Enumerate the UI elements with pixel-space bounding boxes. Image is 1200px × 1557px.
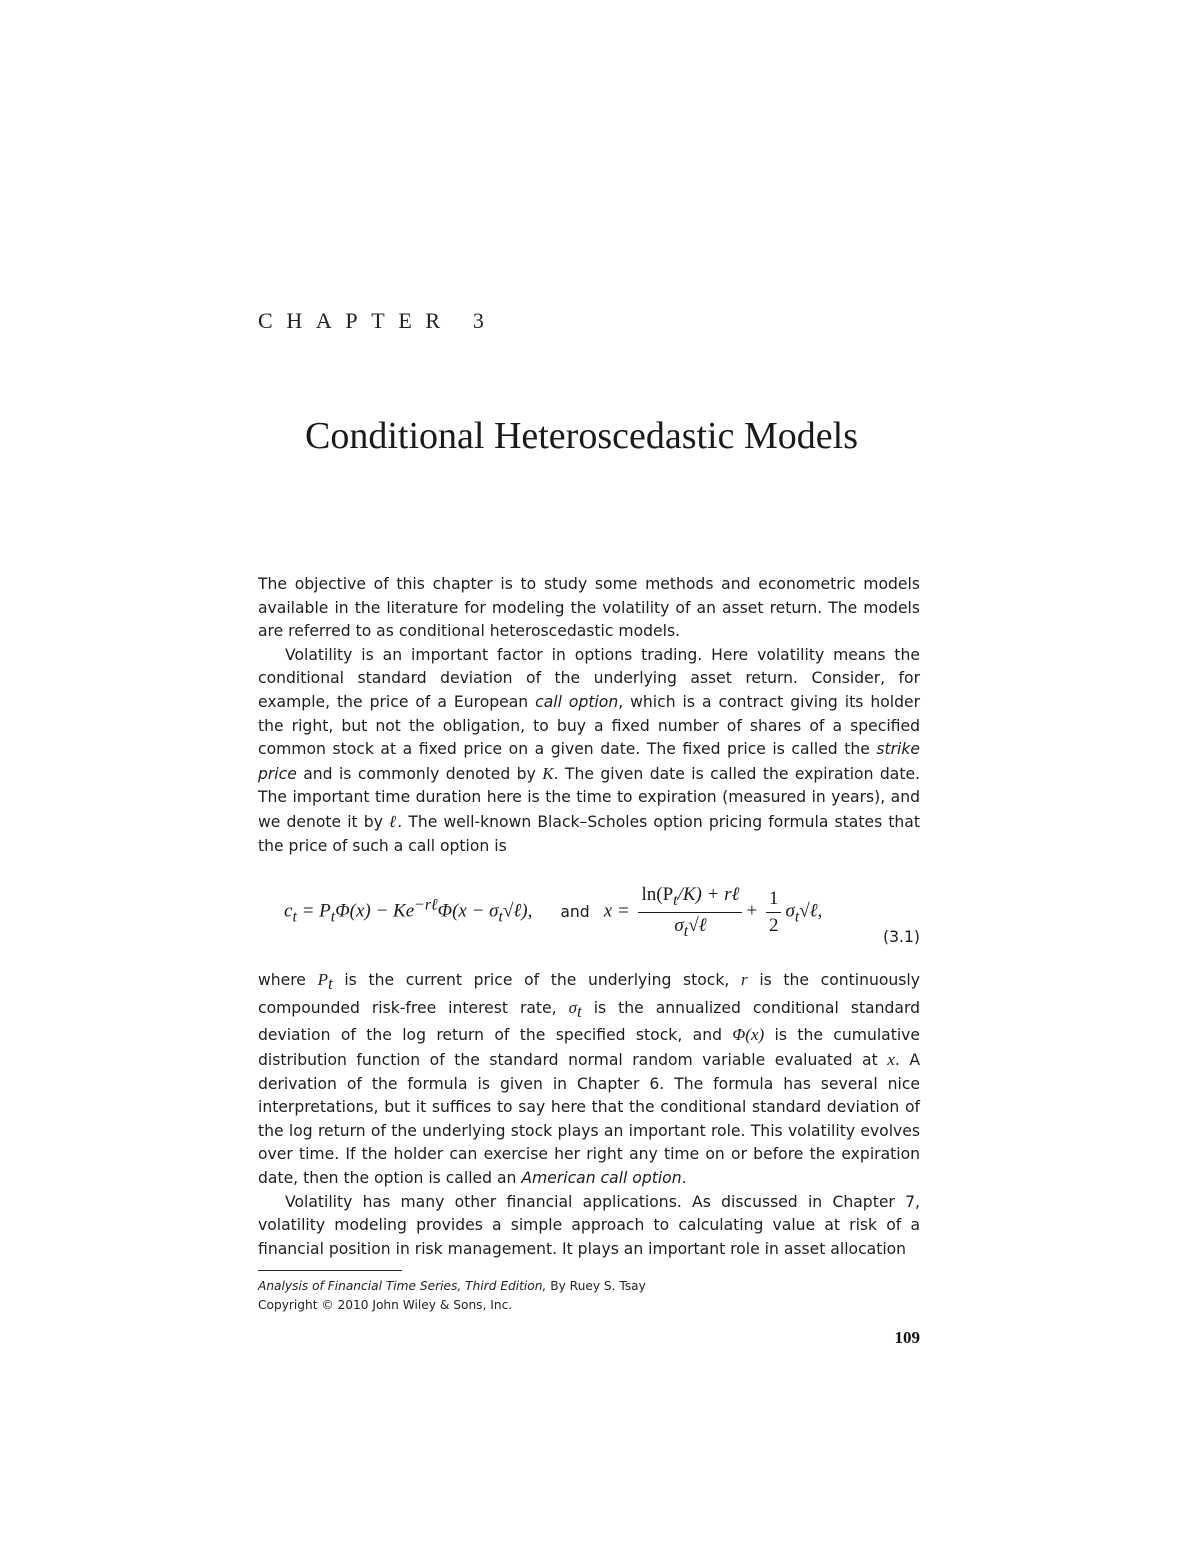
footnote-rule	[258, 1270, 402, 1271]
term-american-call-option: American call option	[521, 1168, 682, 1187]
footnote-author: By Ruey S. Tsay	[546, 1279, 646, 1293]
footnote	[258, 1277, 646, 1315]
paragraph-where: where $P_t$ is the current price of the underlying stock, r is the continuously compounded risk-free interest rate, $\sigma_t$ is the annualized conditional standard deviation of the log return of the specified stock, and Φ(x) is the cumulative distribution function of the standard normal random variable evaluated at x. A derivation of the formula is given in Chapter 6. The formula has several nice interpretations, but it suffices to say here that the conditional standard deviation of the log return of the underlying stock plays an important role. This volatility evolves over time. If the holder can exercise her right any time on or before the expiration date, then the option is called an American call option.	[258, 970, 920, 1187]
paragraph-applications: Volatility has many other financial applications. As discussed in Chapter 7, volatility modeling provides a simple approach to calculating value at risk of a financial position in risk management. It plays an important role in asset allocation	[258, 1192, 920, 1258]
fraction-half: $\frac{1}{2}$	[766, 888, 782, 937]
chapter-label: CHAPTER 3	[258, 308, 498, 333]
footnote-copyright: Copyright © 2010 John Wiley & Sons, Inc.	[258, 1298, 513, 1312]
page-number: 109	[894, 1328, 920, 1347]
term-strike-price: strike price	[258, 740, 920, 783]
equation-body: $c_t = P_t\Phi(x) - Ke^{-r\ell}\Phi(x$ − $\sigma_t√\ell$), and x = $\frac{\ln(P_t/K) + r\ell}{\sigma_t√\ell}$ + $\frac{1}{2}$ $\sigma_t√\ell$,	[284, 884, 823, 940]
paragraph-intro: The objective of this chapter is to study some methods and econometric models available in the literature for modeling the volatility of an asset return. The models are referred to as conditional heteroscedastic models.	[258, 575, 920, 641]
fraction-log-term: $\frac{\ln(P_t/K) + r\ell}{\sigma_t√\ell}$	[638, 884, 742, 941]
paragraph-volatility: Volatility is an important factor in options trading. Here volatility means the conditional standard deviation of the underlying asset return. Consider, for example, the price of a European call option, which is a contract giving its holder the right, but not the obligation, to buy a fixed number of shares of a specified common stock at a fixed price on a given date. The fixed price is called the strike price and is commonly denoted by K. The given date is called the expiration date. The important time duration here is the time to expiration (measured in years), and we denote it by ℓ. The well-known Black–Scholes option pricing formula states that the price of such a call option is	[258, 645, 920, 855]
footnote-book-title: Analysis of Financial Time Series, Third Edition,	[258, 1279, 547, 1293]
chapter-title: Conditional Heteroscedastic Models	[305, 415, 858, 457]
black-scholes-equation	[258, 868, 920, 950]
term-call-option: call option	[535, 692, 619, 711]
body-text-lower	[258, 968, 920, 1261]
equation-number: (3.1)	[883, 928, 920, 946]
body-text-upper	[258, 573, 920, 858]
